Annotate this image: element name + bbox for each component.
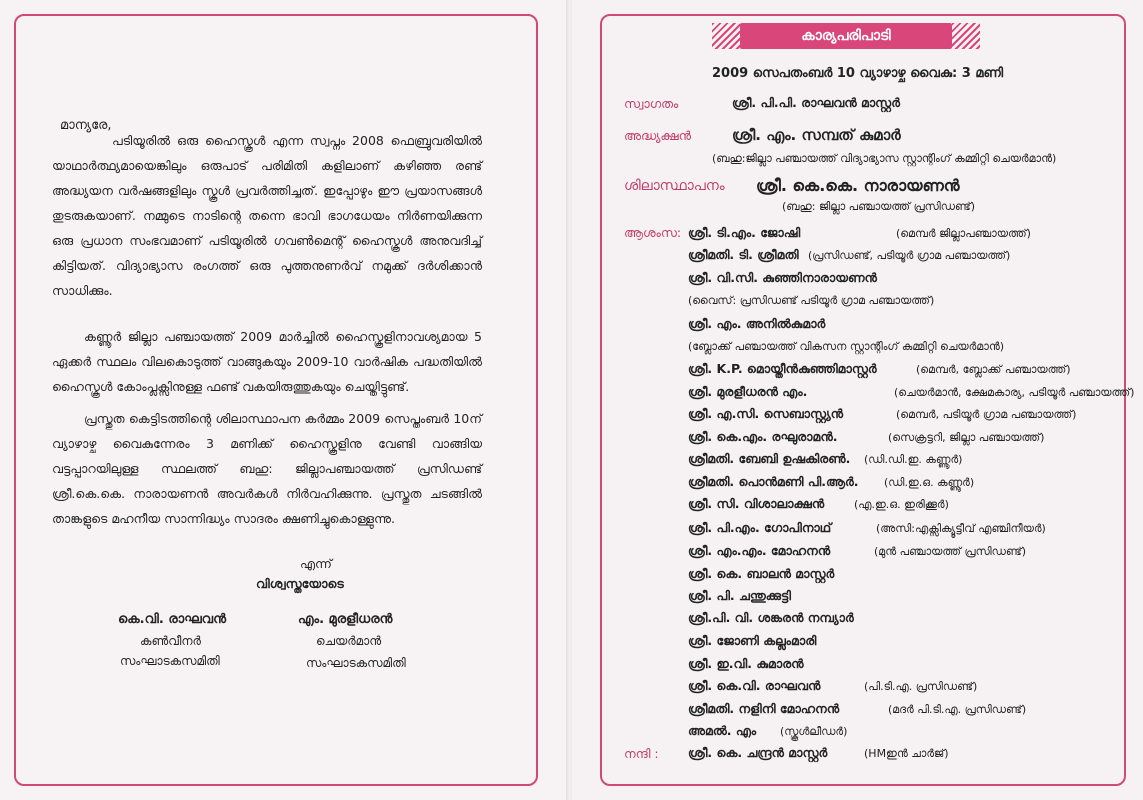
event-datetime: 2009 സെപതംബർ 10 വ്യാഴാഴ്ച വൈകു: 3 മണി [712,66,1004,81]
greeting-name: ശ്രീ. ടി.എം. ജോഷി [688,225,801,240]
greeting-name: ശ്രീമതി. ബേബി ഉഷകിരൺ. [688,451,851,466]
greeting-designation: (മെമ്പർ, ബ്ലോക്ക് പഞ്ചായത്ത്) [916,363,1071,376]
greeting-name: ശ്രീ. കെ.എം. രഘുരാമൻ. [688,429,838,444]
program-title: കാര്യപരിപാടി [740,23,952,49]
role-president: അദ്ധ്യക്ഷൻ [624,128,692,143]
greeting-name: ശ്രീ. കെ. ബാലൻ മാസ്റ്റർ [688,566,835,581]
greeting-designation: (മദർ പി.ടി.എ. പ്രസിഡണ്ട്) [888,703,1027,716]
greeting-name: ശ്രീ. എം. അനിൽകുമാർ [688,316,826,331]
greeting-designation: (ഡി.ഇ.ഒ. കണ്ണൂർ) [884,476,975,489]
greeting-name: ശ്രീമതി. പൊൻമണി പി.ആർ. [688,474,859,489]
greeting-name: ശ്രീ. എം.എം. മോഹനൻ [688,543,831,558]
greeting-designation: (സ്കൂൾലീഡർ) [780,725,848,738]
foundation-name: ശ്രീ. കെ.കെ. നാരായണൻ [756,176,960,195]
signatory-1-role: കൺവീനർ [140,634,201,648]
title-hatch-right [952,23,980,49]
greeting-designation: (മെമ്പർ ജില്ലാപഞ്ചായത്ത്) [896,227,1031,240]
greeting-name: ശ്രീമതി. നളിനി മോഹനൻ [688,701,840,716]
letter-paragraph-2: കണ്ണൂർ ജില്ലാ പഞ്ചായത്ത് 2009 മാർച്ചിൽ ഹൈസ്കൂളിനാവശ്യമായ 5 ഏക്കർ സ്ഥലം വിലകൊടുത്ത് വാങ്ങുകയും 2009-10 വാർഷിക പദ്ധതിയിൽ ഹൈസ്കൂൾ കോംപ്ലക്സിനുള്ള ഫണ്ട് വകയിരുത്തുകയും ചെയ്തിട്ടുണ്ട്. [52,329,482,394]
thanks-designation: (HMഇൻ ചാർജ്) [864,747,949,760]
greeting-designation: (ചെയർമാൻ, ക്ഷേമകാര്യ, പടിയൂർ പഞ്ചായത്ത്) [894,386,1135,399]
role-thanks: നന്ദി : [624,746,659,761]
closing-viswasthayode: വിശ്വസ്തയോടെ [256,576,344,591]
greeting-name: ശ്രീ. മുരളീധരൻ എം. [688,384,808,399]
greeting-designation: (പ്രസിഡണ്ട്, പടിയൂർ ഗ്രാമ പഞ്ചായത്ത്) [808,249,1011,262]
welcome-name: ശ്രീ. പി.പി. രാഘവൻ മാസ്റ്റർ [732,95,900,110]
right-page [572,0,1143,800]
president-designation: (ബഹു:ജില്ലാ പഞ്ചായത്ത് വിദ്യാഭ്യാസ സ്റ്റാന്റിംഗ് കമ്മിറ്റി ചെയർമാൻ) [712,152,1057,165]
greeting-name: ശ്രീ. കെ.വി. രാഘവൻ [688,678,821,693]
foundation-designation: (ബഹു: ജില്ലാ പഞ്ചായത്ത് പ്രസിഡണ്ട്) [782,200,976,213]
greeting-name: ശ്രീ. വി.സി. കുഞ്ഞിനാരായണൻ [688,270,877,285]
greeting-name: ശ്രീമതി. ടി. ശ്രീമതി [688,247,799,262]
greeting-name: ശ്രീ. സി. വിശാലാക്ഷൻ [688,496,825,511]
role-foundation: ശിലാസ്ഥാപനം [624,178,725,194]
salutation: മാന്യരേ, [60,118,112,133]
greeting-designation: (ബ്ലോക്ക് പഞ്ചായത്ത് വികസന സ്റ്റാന്റിംഗ് കമ്മിറ്റി ചെയർമാൻ) [688,340,1005,353]
signatory-2-name: എം. മുരളീധരൻ [298,612,393,627]
president-name: ശ്രീ. എം. സമ്പത് കുമാർ [732,126,901,144]
greeting-designation: (സെക്രട്ടറി, ജില്ലാ പഞ്ചായത്ത്) [888,431,1045,444]
signatory-2-org: സംഘാടകസമിതി [306,656,406,670]
signatory-1-name: കെ.വി. രാഘവൻ [118,612,227,627]
signatory-1-org: സംഘാടകസമിതി [120,654,220,668]
greeting-name: ശ്രീ. പി.എം. ഗോപിനാഥ് [688,520,832,535]
greeting-name: ശ്രീ. പി. ചന്തുക്കുട്ടി [688,588,791,603]
greeting-designation: (വൈസ്: പ്രസിഡണ്ട് പടിയൂർ ഗ്രാമ പഞ്ചായത്ത്) [688,294,935,307]
letter-paragraph-3: പ്രസ്തുത കെട്ടിടത്തിന്റെ ശിലാസ്ഥാപന കർമ്മം 2009 സെപ്തംബർ 10ന് വ്യാഴാഴ്ച വൈകുന്നേരം 3 മണിക്ക് ഹൈസ്കൂളിനു വേണ്ടി വാങ്ങിയ വട്ടപ്പാറയിലുള്ള സ്ഥലത്ത് ബഹു: ജില്ലാപഞ്ചായത്ത് പ്രസിഡണ്ട് ശ്രീ.കെ.കെ. നാരായണൻ അവർകൾ നിർവഹിക്കുന്നു. പ്രസ്തുത ചടങ്ങിൽ താങ്കളുടെ മഹനീയ സാന്നിദ്ധ്യം സാദരം ക്ഷണിച്ചുകൊള്ളുന്നു. [52,411,482,526]
greeting-designation: (മുൻ പഞ്ചായത്ത് പ്രസിഡണ്ട്) [874,545,1027,558]
greeting-designation: (പി.ടി.എ. പ്രസിഡണ്ട്) [864,680,978,693]
greeting-name: ശ്രീ. ഇ.വി. കുമാരൻ [688,656,804,671]
greeting-designation: (അസി:എക്സിക്യൂട്ടീവ് എഞ്ചിനീയർ) [876,522,1046,535]
role-welcome: സ്വാഗതം [624,96,679,111]
signatory-2-role: ചെയർമാൻ [316,634,382,648]
thanks-name: ശ്രീ. കെ. ചന്ദ്രൻ മാസ്റ്റർ [688,745,828,760]
closing-enn: എന്ന് [300,556,332,571]
greeting-name: ശ്രീ. ജോണി കല്ലംമാരി [688,633,817,648]
greeting-name: ശ്രീ.പി. വി. ശങ്കരൻ നമ്പ്യാർ [688,610,854,625]
greeting-name: ശ്രീ. എ.സി. സെബാസ്റ്റ്യൻ [688,406,844,421]
greeting-name: ശ്രീ. K.P. മൊയ്തീൻകുഞ്ഞിമാസ്റ്റർ [688,361,877,376]
greeting-designation: (എ.ഇ.ഒ. ഇരിക്കൂർ) [854,498,949,511]
greeting-name: അമൽ. എം [688,723,757,738]
greeting-designation: (ഡി.ഡി.ഇ. കണ്ണൂർ) [864,453,963,466]
title-hatch-left [712,23,740,49]
role-greetings: ആശംസ: [624,225,682,240]
greeting-designation: (മെമ്പർ, പടിയൂർ ഗ്രാമ പഞ്ചായത്ത്) [896,408,1077,421]
letter-paragraph-1: പടിയൂരിൽ ഒരു ഹൈസ്കൂൾ എന്ന സ്വപ്നം 2008 ഫെബ്രുവരിയിൽ യാഥാർത്ഥ്യമായെങ്കിലും ഒരുപാട് പരിമിതി കളിലാണ് കഴിഞ്ഞ രണ്ട് അദ്ധ്യയന വർഷങ്ങളിലും സ്കൂൾ പ്രവർത്തിച്ചത്. ഇപ്പോഴും ഈ പ്രയാസങ്ങൾ തുടരുകയാണ്. നമ്മുടെ നാടിന്റെ തന്നെ ഭാവി ഭാഗധേയം നിർണയിക്കുന്ന ഒരു പ്രധാന സംഭവമാണ് പടിയൂരിൽ ഗവൺമെന്റ് ഹൈസ്കൂൾ അനുവദിച്ച് കിട്ടിയത്. വിദ്യാഭ്യാസ രംഗത്ത് ഒരു പുത്തനുണർവ് നമുക്ക് ദർശിക്കാൻ സാധിക്കും. [52,133,482,298]
left-page [0,0,568,800]
